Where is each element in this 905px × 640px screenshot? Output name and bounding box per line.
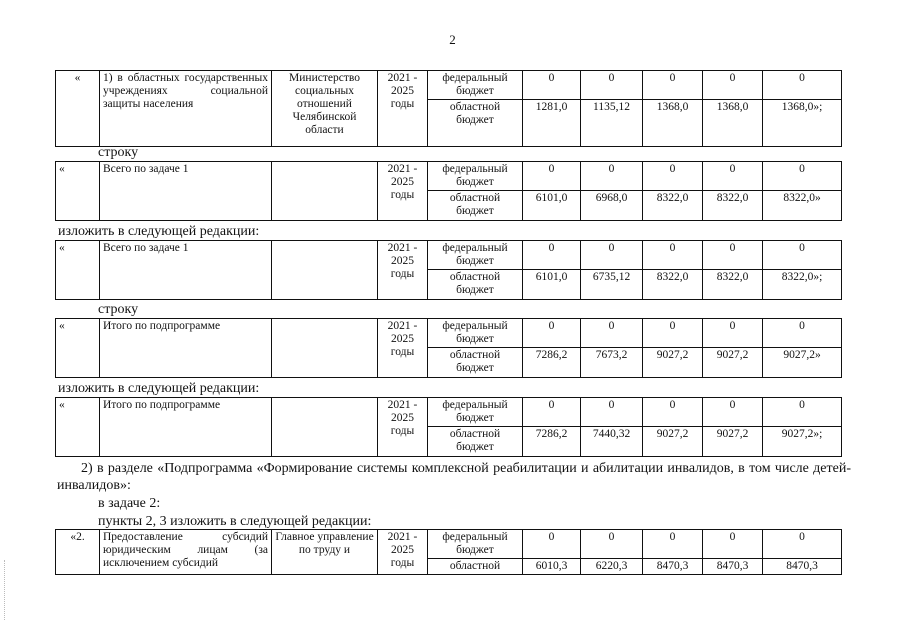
period: 2021 - 2025 годы xyxy=(378,71,428,147)
value-cell: 6968,0 xyxy=(581,191,643,221)
source-label: областной бюджет xyxy=(428,191,523,221)
period: 2021 - 2025 годы xyxy=(378,398,428,457)
source-label: федеральный бюджет xyxy=(428,71,523,100)
table-new-task1 xyxy=(55,240,842,300)
executor xyxy=(272,241,378,300)
table-old-task1 xyxy=(55,161,842,221)
value-cell: 0 xyxy=(523,398,581,427)
table-point2 xyxy=(55,529,842,575)
table-new-total xyxy=(55,397,842,457)
value-cell: 0 xyxy=(763,241,842,270)
label-stroku: строку xyxy=(98,302,139,317)
value-cell: 8322,0 xyxy=(703,191,763,221)
value-cell: 9027,2 xyxy=(703,427,763,457)
value-cell: 0 xyxy=(523,241,581,270)
row-name: Итого по подпрограмме xyxy=(100,398,272,457)
value-cell: 1368,0 xyxy=(643,100,703,147)
point-number: «2. xyxy=(56,530,100,575)
value-cell: 0 xyxy=(643,530,703,559)
value-cell: 6101,0 xyxy=(523,270,581,300)
value-cell: 0 xyxy=(581,71,643,100)
value-cell: 0 xyxy=(703,319,763,348)
period: 2021 - 2025 годы xyxy=(378,241,428,300)
value-cell: 8322,0 xyxy=(643,191,703,221)
value-cell: 7440,32 xyxy=(581,427,643,457)
value-cell: 6220,3 xyxy=(581,559,643,575)
value-cell: 0 xyxy=(703,241,763,270)
value-cell: 6101,0 xyxy=(523,191,581,221)
quote-mark: « xyxy=(56,398,100,457)
row-name: Предоставление субсидий юридическим лицам (за исключением субсидий xyxy=(100,530,272,575)
quote-mark: « xyxy=(56,162,100,221)
value-cell: 7673,2 xyxy=(581,348,643,378)
value-cell: 7286,2 xyxy=(523,427,581,457)
executor xyxy=(272,319,378,378)
value-cell: 0 xyxy=(523,319,581,348)
source-label: федеральный бюджет xyxy=(428,162,523,191)
value-cell: 8322,0»; xyxy=(763,270,842,300)
value-cell: 0 xyxy=(763,71,842,100)
source-label: областной xyxy=(428,559,523,575)
value-cell: 9027,2» xyxy=(763,348,842,378)
value-cell: 0 xyxy=(523,71,581,100)
value-cell: 0 xyxy=(703,162,763,191)
value-cell: 0 xyxy=(703,71,763,100)
value-cell: 0 xyxy=(643,319,703,348)
value-cell: 8322,0 xyxy=(643,270,703,300)
value-cell: 0 xyxy=(581,398,643,427)
value-cell: 7286,2 xyxy=(523,348,581,378)
value-cell: 0 xyxy=(523,530,581,559)
source-label: федеральный бюджет xyxy=(428,530,523,559)
value-cell: 9027,2 xyxy=(643,348,703,378)
source-label: областной бюджет xyxy=(428,100,523,147)
value-cell: 0 xyxy=(523,162,581,191)
value-cell: 9027,2»; xyxy=(763,427,842,457)
label-stroku: строку xyxy=(98,145,139,160)
value-cell: 9027,2 xyxy=(703,348,763,378)
value-cell: 1281,0 xyxy=(523,100,581,147)
source-label: федеральный бюджет xyxy=(428,319,523,348)
table-old-total xyxy=(55,318,842,378)
value-cell: 0 xyxy=(581,241,643,270)
source-label: федеральный бюджет xyxy=(428,241,523,270)
executor xyxy=(272,398,378,457)
value-cell: 0 xyxy=(703,530,763,559)
label-task2: в задаче 2: xyxy=(98,496,161,511)
paragraph-section-2: 2) в разделе «Подпрограмма «Формирование системы комплексной реабилитации и абилитации инвалидов, в том числе детей-инвалидов»: xyxy=(57,461,851,493)
value-cell: 0 xyxy=(703,398,763,427)
value-cell: 0 xyxy=(581,530,643,559)
source-label: областной бюджет xyxy=(428,348,523,378)
source-label: областной бюджет xyxy=(428,270,523,300)
quote-mark: « xyxy=(56,241,100,300)
value-cell: 1135,12 xyxy=(581,100,643,147)
row-name: Всего по задаче 1 xyxy=(100,241,272,300)
source-label: федеральный бюджет xyxy=(428,398,523,427)
value-cell: 8322,0» xyxy=(763,191,842,221)
label-new-edition: изложить в следующей редакции: xyxy=(58,224,260,239)
executor: Главное управление по труду и xyxy=(272,530,378,575)
table-institutions xyxy=(55,70,842,147)
value-cell: 8470,3 xyxy=(703,559,763,575)
quote-mark: « xyxy=(56,319,100,378)
value-cell: 9027,2 xyxy=(643,427,703,457)
page-number: 2 xyxy=(449,32,456,47)
value-cell: 8322,0 xyxy=(703,270,763,300)
row-name: 1) в областных государственных учреждениях социальной защиты населения xyxy=(100,71,272,147)
value-cell: 8470,3 xyxy=(643,559,703,575)
value-cell: 0 xyxy=(581,319,643,348)
label-new-edition: изложить в следующей редакции: xyxy=(58,381,260,396)
value-cell: 0 xyxy=(763,398,842,427)
period: 2021 - 2025 годы xyxy=(378,162,428,221)
source-label: областной бюджет xyxy=(428,427,523,457)
value-cell: 6735,12 xyxy=(581,270,643,300)
value-cell: 0 xyxy=(643,162,703,191)
value-cell: 8470,3 xyxy=(763,559,842,575)
period: 2021 - 2025 годы xyxy=(378,319,428,378)
value-cell: 0 xyxy=(643,398,703,427)
value-cell: 0 xyxy=(581,162,643,191)
value-cell: 0 xyxy=(763,319,842,348)
executor: Министерство социальных отношений Челябинской области xyxy=(272,71,378,147)
label-points: пункты 2, 3 изложить в следующей редакции: xyxy=(98,514,372,529)
quote-mark: « xyxy=(56,71,100,147)
executor xyxy=(272,162,378,221)
value-cell: 0 xyxy=(763,530,842,559)
row-name: Итого по подпрограмме xyxy=(100,319,272,378)
row-name: Всего по задаче 1 xyxy=(100,162,272,221)
value-cell: 0 xyxy=(643,71,703,100)
value-cell: 1368,0»; xyxy=(763,100,842,147)
scan-edge-mark xyxy=(4,560,8,620)
value-cell: 0 xyxy=(763,162,842,191)
period: 2021 - 2025 годы xyxy=(378,530,428,575)
value-cell: 0 xyxy=(643,241,703,270)
value-cell: 6010,3 xyxy=(523,559,581,575)
value-cell: 1368,0 xyxy=(703,100,763,147)
